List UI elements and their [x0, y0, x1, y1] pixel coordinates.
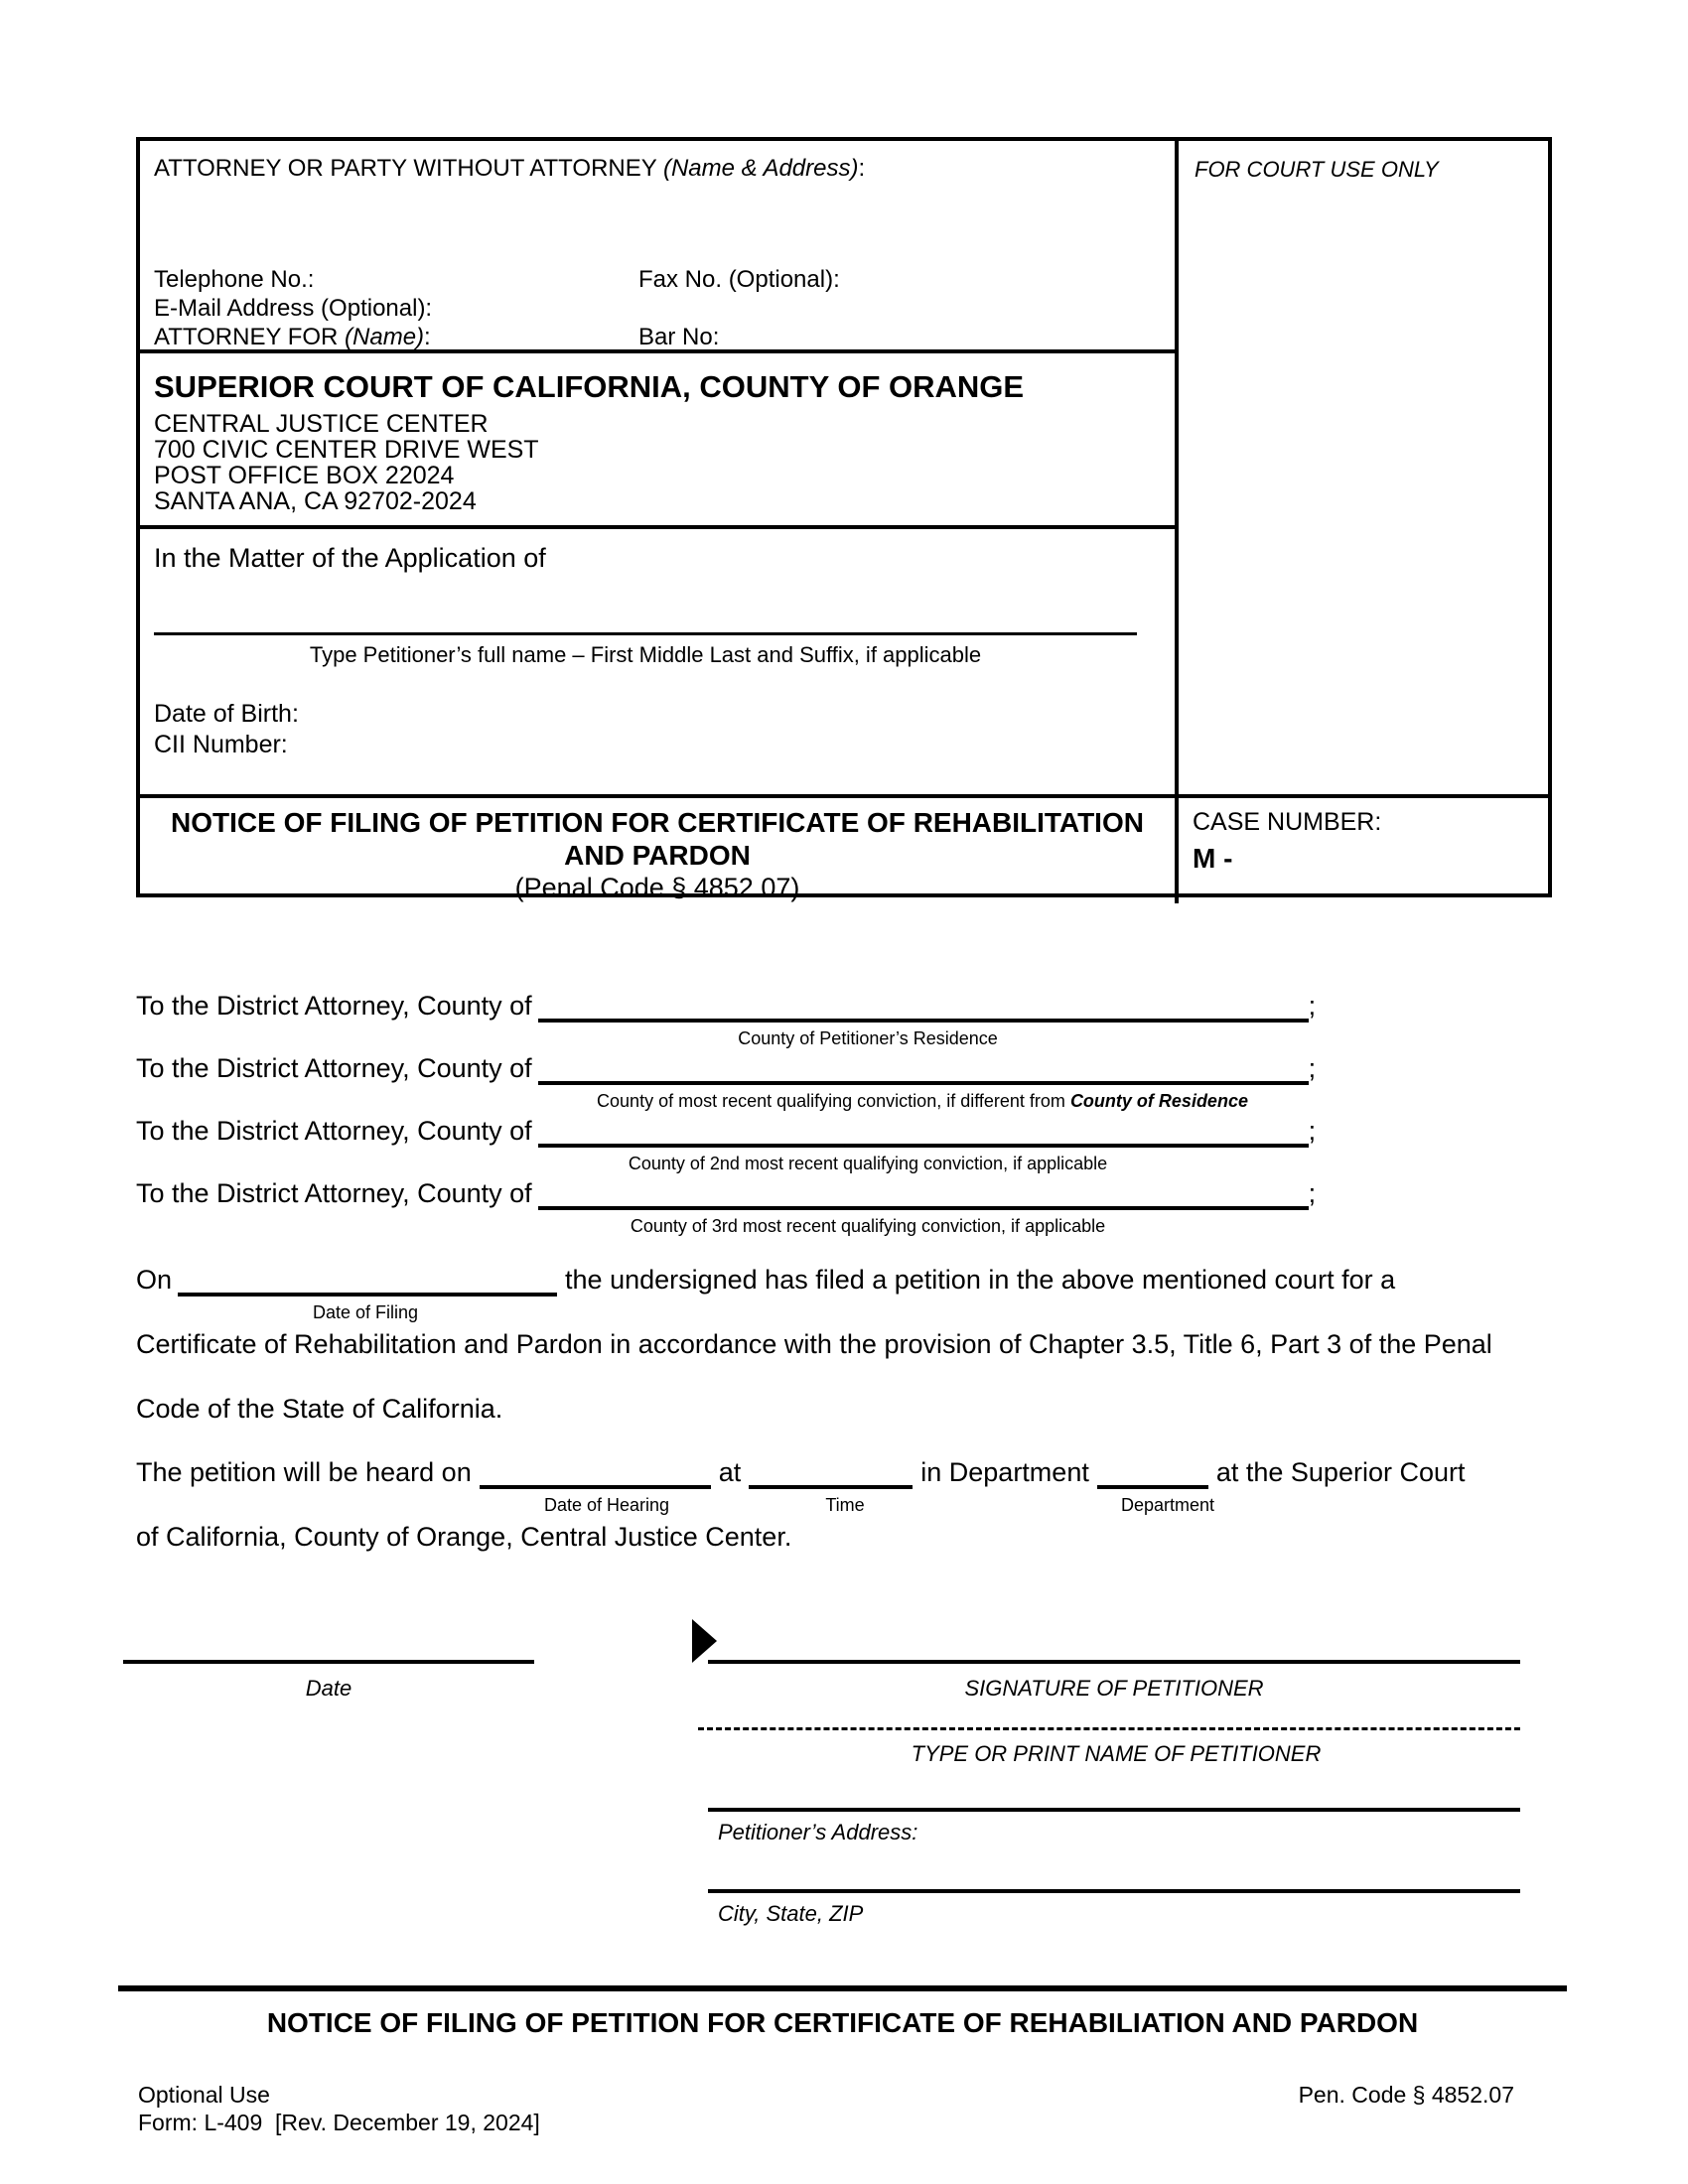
date-caption: Date: [305, 1676, 352, 1701]
attorney-section: [140, 141, 1179, 353]
da-caption-text: County of most recent qualifying conviction, if different from: [597, 1091, 1070, 1111]
city-state-zip-field[interactable]: [708, 1889, 1520, 1893]
da-row: [136, 1114, 1552, 1148]
da-caption-text: County of Petitioner’s Residence: [738, 1028, 998, 1048]
da-semicolon: ;: [1308, 1116, 1317, 1146]
email-label: E-Mail Address (Optional):: [154, 295, 433, 322]
da-label: To the District Attorney, County of: [136, 991, 532, 1021]
footer-divider: [118, 1985, 1567, 1991]
department-caption: Department: [1120, 1495, 1215, 1515]
da-caption: [629, 1154, 1107, 1174]
filed-text: the undersigned has filed a petition in the above mentioned court for a: [565, 1265, 1396, 1295]
da-caption: [631, 1216, 1105, 1237]
petitioner-name-caption: Type Petitioner’s full name – First Middle Last and Suffix, if applicable: [309, 642, 982, 667]
da-semicolon: ;: [1308, 1053, 1317, 1083]
date-of-hearing-caption: Date of Hearing: [543, 1495, 670, 1515]
petitioner-address-caption: Petitioner’s Address:: [718, 1820, 918, 1844]
bar-no-label: Bar No:: [638, 324, 720, 350]
date-of-filing-field[interactable]: [178, 1263, 557, 1297]
case-number-label: CASE NUMBER:: [1193, 808, 1382, 836]
attorney-for-label: [154, 324, 431, 351]
da-caption: [597, 1091, 1248, 1112]
da-semicolon: ;: [1308, 1178, 1317, 1208]
attorney-name-address-field[interactable]: [154, 191, 1147, 260]
da-row: [136, 989, 1552, 1023]
in-department-label: in Department: [920, 1457, 1089, 1487]
cii-number-label: CII Number:: [154, 731, 288, 758]
attorney-for-paren: (Name): [345, 324, 425, 350]
court-address-line: POST OFFICE BOX 22024: [154, 462, 455, 489]
city-state-zip-caption: City, State, ZIP: [718, 1901, 864, 1926]
court-address-line: 700 CIVIC CENTER DRIVE WEST: [154, 436, 539, 464]
attorney-label-text: ATTORNEY OR PARTY WITHOUT ATTORNEY: [154, 155, 663, 182]
attorney-label: [154, 155, 865, 183]
hearing-sentence: [136, 1455, 1625, 1489]
da-label: To the District Attorney, County of: [136, 1178, 532, 1208]
for-court-use-label: FOR COURT USE ONLY: [1195, 157, 1439, 182]
time-caption: Time: [825, 1495, 865, 1515]
court-use-section: [1179, 141, 1548, 794]
court-name: SUPERIOR COURT OF CALIFORNIA, COUNTY OF ORANGE: [154, 369, 1025, 404]
fax-label: Fax No. (Optional):: [638, 266, 840, 293]
court-section: [140, 353, 1179, 529]
da-row: [136, 1176, 1552, 1210]
date-field[interactable]: [123, 1660, 534, 1664]
da-line-group: [136, 1176, 1552, 1236]
print-name-caption: TYPE OR PRINT NAME OF PETITIONER: [911, 1741, 1322, 1766]
da-line-group: [136, 1114, 1552, 1173]
heard-label: The petition will be heard on: [136, 1457, 472, 1487]
date-of-hearing-field[interactable]: [480, 1455, 711, 1489]
form-title-line1: NOTICE OF FILING OF PETITION FOR CERTIFICATE OF REHABILITATION: [171, 807, 1144, 838]
at-label: at: [718, 1457, 742, 1487]
body-text-line: Certificate of Rehabilitation and Pardon in accordance with the provision of Chapter 3.5, Title 6, Part 3 of the Penal: [136, 1329, 1492, 1359]
attorney-for-colon: :: [424, 324, 431, 350]
time-field[interactable]: [749, 1455, 913, 1489]
da-label: To the District Attorney, County of: [136, 1053, 532, 1083]
attorney-for-text: ATTORNEY FOR: [154, 324, 346, 350]
signature-arrow-icon: [692, 1619, 717, 1663]
court-address-line: SANTA ANA, CA 92702-2024: [154, 487, 477, 515]
body-text-line: Code of the State of California.: [136, 1394, 503, 1424]
da-county-field-2[interactable]: [538, 1051, 1309, 1085]
matter-section: [140, 529, 1179, 794]
da-semicolon: ;: [1308, 991, 1317, 1021]
da-county-field-4[interactable]: [538, 1176, 1309, 1210]
case-number-value: M -: [1193, 843, 1233, 874]
filing-sentence: [136, 1263, 1625, 1297]
form-title-section: [140, 794, 1179, 903]
telephone-label: Telephone No.:: [154, 266, 315, 293]
da-county-field-3[interactable]: [538, 1114, 1309, 1148]
date-of-filing-caption: Date of Filing: [312, 1302, 419, 1322]
da-line-group: [136, 989, 1552, 1048]
footer-pen-code: Pen. Code § 4852.07: [1298, 2082, 1514, 2108]
da-label: To the District Attorney, County of: [136, 1116, 532, 1146]
attorney-label-colon: :: [858, 155, 866, 182]
case-number-section: [1179, 794, 1548, 903]
body-text-line: of California, County of Orange, Central Justice Center.: [136, 1522, 792, 1552]
department-field[interactable]: [1097, 1455, 1208, 1489]
header-box: [136, 137, 1552, 902]
court-address-line: CENTRAL JUSTICE CENTER: [154, 410, 489, 438]
on-label: On: [136, 1265, 173, 1295]
da-row: [136, 1051, 1552, 1085]
da-line-group: [136, 1051, 1552, 1111]
matter-intro-label: In the Matter of the Application of: [154, 543, 546, 573]
da-county-field-1[interactable]: [538, 989, 1309, 1023]
date-of-birth-label: Date of Birth:: [154, 700, 299, 728]
da-caption: [738, 1028, 997, 1049]
da-caption-bold: County of Residence: [1069, 1091, 1248, 1111]
form-title-line2: AND PARDON: [564, 840, 751, 871]
footer-optional-use: Optional Use: [138, 2082, 270, 2108]
petitioner-name-field[interactable]: [154, 632, 1137, 635]
signature-field[interactable]: [708, 1660, 1520, 1664]
form-title-line3: (Penal Code § 4852.07): [514, 873, 800, 902]
petitioner-address-field[interactable]: [708, 1808, 1520, 1812]
attorney-label-paren: (Name & Address): [662, 155, 859, 182]
superior-court-label: at the Superior Court: [1215, 1457, 1466, 1487]
footer-form-number: Form: L-409 [Rev. December 19, 2024]: [138, 2110, 540, 2135]
da-caption-text: County of 2nd most recent qualifying conviction, if applicable: [628, 1154, 1108, 1173]
da-caption-text: County of 3rd most recent qualifying conviction, if applicable: [630, 1216, 1106, 1236]
print-name-field[interactable]: [698, 1727, 1520, 1730]
signature-caption: SIGNATURE OF PETITIONER: [964, 1676, 1264, 1701]
footer-title: NOTICE OF FILING OF PETITION FOR CERTIFICATE OF REHABILIATION AND PARDON: [266, 2007, 1419, 2038]
